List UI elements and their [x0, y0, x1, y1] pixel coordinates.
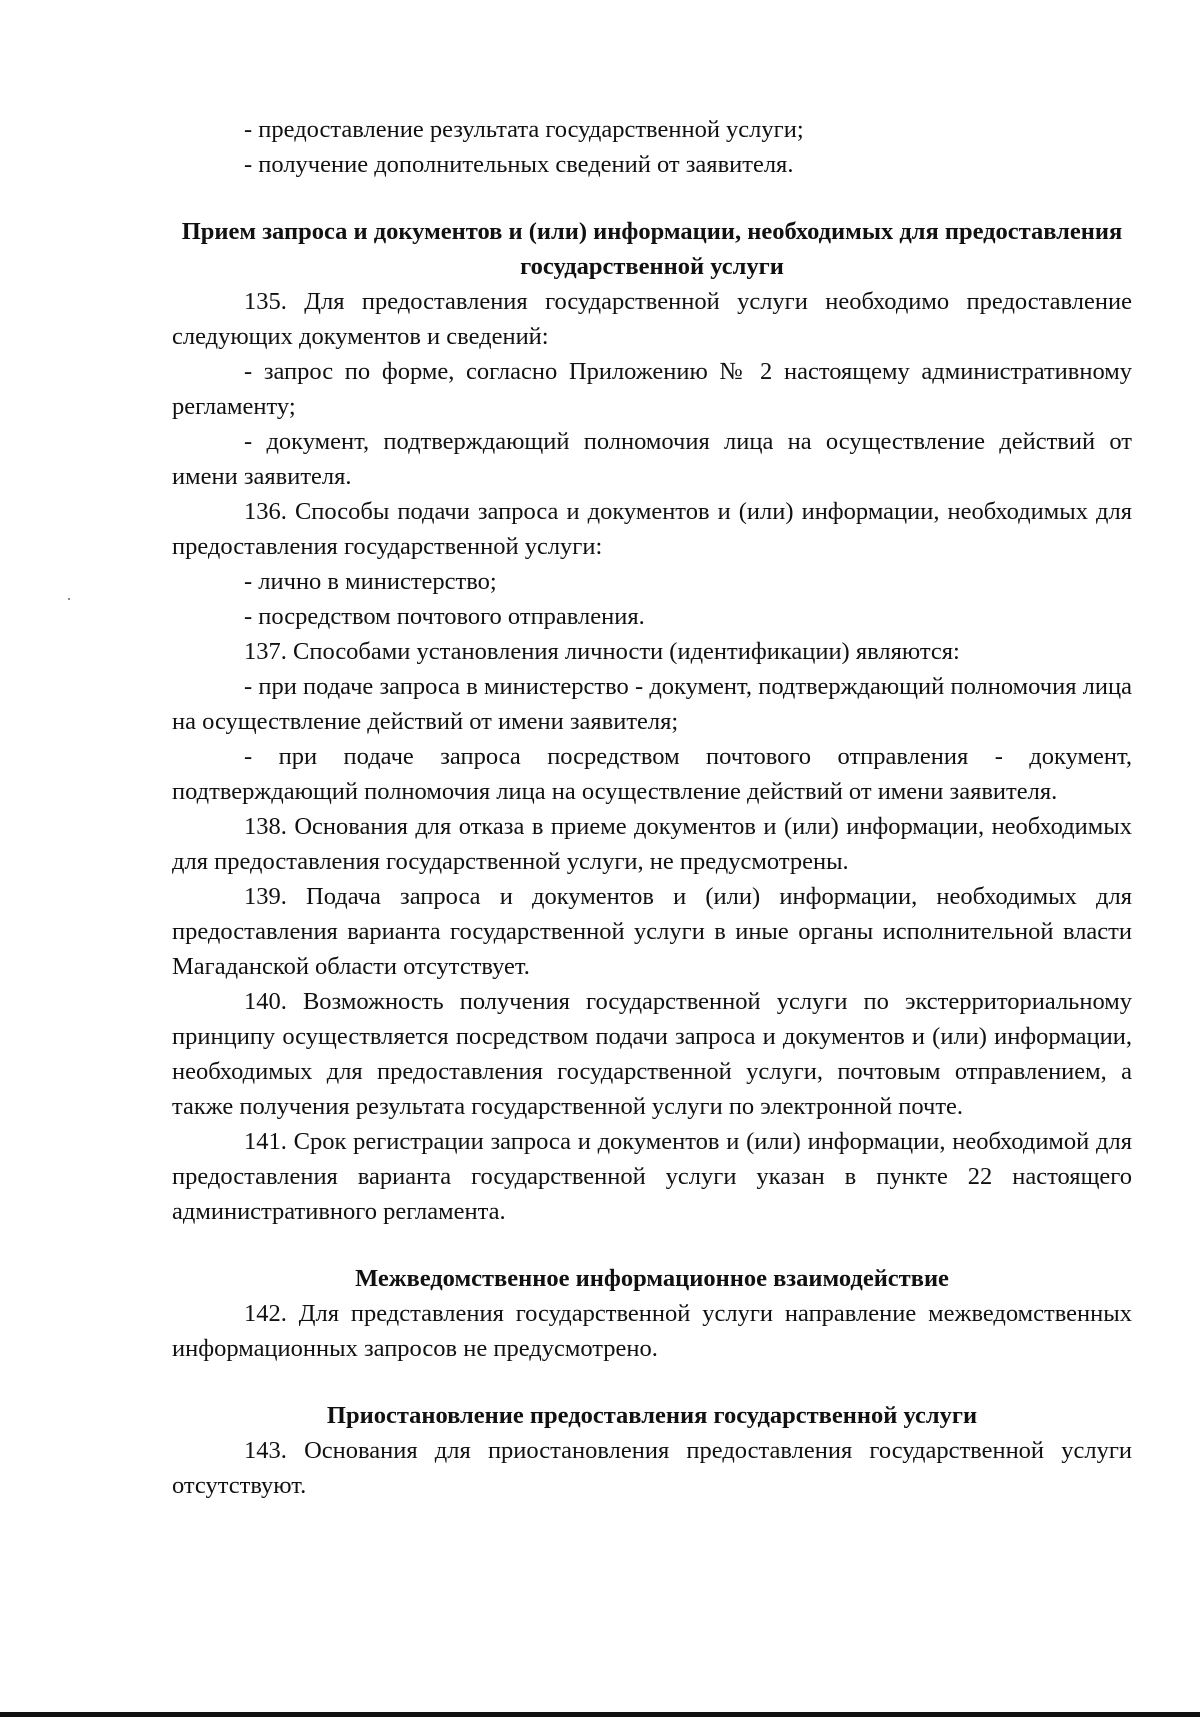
- paragraph-135: 135. Для предоставления государственной услуги необходимо предоставление следующих документов и сведений:: [172, 288, 1132, 350]
- paragraph-136-item-in-person: - лично в министерство;: [244, 568, 497, 595]
- paragraph-140: 140. Возможность получения государственной услуги по экстерриториальному принципу осуществляется посредством подачи запроса и документов и (или) информации, необходимых для предоставления государственной услуги, почтовым отправлением, а также получения результата государственной услуги по электронной почте.: [172, 988, 1132, 1120]
- page-bottom-rule: [0, 1712, 1200, 1717]
- paragraph-141: 141. Срок регистрации запроса и документов и (или) информации, необходимой для предоставления варианта государственной услуги указан в пункте 22 настоящего административного регламента.: [172, 1128, 1132, 1225]
- paragraph-135-item-request: - запрос по форме, согласно Приложению № 2 настоящему административному регламенту;: [172, 358, 1132, 420]
- section-heading-suspension: Приостановление предоставления государственной услуги: [326, 1402, 978, 1429]
- section-heading-request-acceptance: Прием запроса и документов и (или) информации, необходимых для предоставления государственной услуги: [181, 218, 1123, 280]
- list-item-result: - предоставление результата государственной услуги;: [244, 116, 804, 143]
- paragraph-137-item-ministry: - при подаче запроса в министерство - документ, подтверждающий полномочия лица на осуществление действий от имени заявителя;: [172, 673, 1132, 735]
- paragraph-142: 142. Для представления государственной услуги направление межведомственных информационных запросов не предусмотрено.: [172, 1300, 1132, 1362]
- paragraph-136-item-by-mail: - посредством почтового отправления.: [244, 603, 645, 630]
- list-item-additional-info: - получение дополнительных сведений от заявителя.: [244, 151, 794, 178]
- paragraph-139: 139. Подача запроса и документов и (или) информации, необходимых для предоставления варианта государственной услуги в иные органы исполнительной власти Магаданской области отсутствует.: [172, 883, 1132, 980]
- scan-speck: [68, 598, 70, 600]
- paragraph-137: 137. Способами установления личности (идентификации) являются:: [244, 638, 960, 665]
- paragraph-137-item-mail: - при подаче запроса посредством почтового отправления - документ, подтверждающий полномочия лица на осуществление действий от имени заявителя.: [172, 743, 1132, 805]
- document-page: [172, 112, 1132, 1503]
- paragraph-138: 138. Основания для отказа в приеме документов и (или) информации, необходимых для предоставления государственной услуги, не предусмотрены.: [172, 813, 1132, 875]
- paragraph-135-item-authority-document: - документ, подтверждающий полномочия лица на осуществление действий от имени заявителя.: [172, 428, 1132, 490]
- section-heading-interagency: Межведомственное информационное взаимодействие: [355, 1265, 949, 1292]
- paragraph-143: 143. Основания для приостановления предоставления государственной услуги отсутствуют.: [172, 1437, 1132, 1499]
- paragraph-136: 136. Способы подачи запроса и документов и (или) информации, необходимых для предоставления государственной услуги:: [172, 498, 1132, 560]
